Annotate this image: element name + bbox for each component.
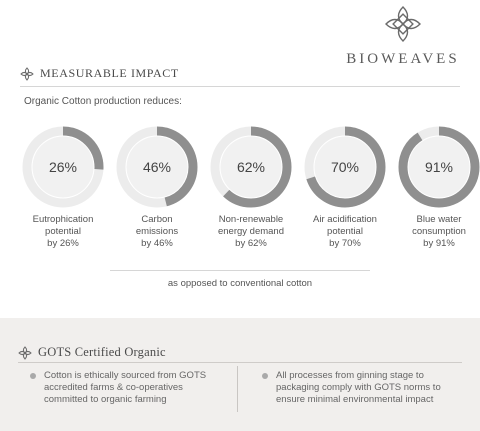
gots-divider (237, 366, 238, 412)
progress-ring (20, 124, 106, 210)
impact-subtitle: Organic Cotton production reduces: (24, 96, 182, 107)
progress-ring (396, 124, 480, 210)
gots-title-rule (18, 362, 462, 363)
metric-caption: Eutrophication potential by 26% (32, 214, 94, 249)
gots-point-text: Cotton is ethically sourced from GOTS accredited farms & co-operatives committed to organic farming (44, 370, 207, 405)
ring-value-label: 70% (330, 159, 360, 175)
impact-title-rule (20, 86, 460, 87)
progress-ring (302, 124, 388, 210)
impact-footnote: as opposed to conventional cotton (167, 278, 313, 289)
gots-point (30, 370, 230, 406)
ring-value-label: 46% (142, 159, 172, 175)
footnote-rule (110, 270, 370, 271)
gots-point-text: All processes from ginning stage to packaging comply with GOTS norms to ensure minimal environmental impact (276, 370, 441, 405)
lotus-knot-small-icon (18, 346, 32, 360)
brand-header (338, 4, 468, 70)
gots-panel (0, 318, 480, 431)
progress-ring (208, 124, 294, 210)
ring-value-label: 26% (48, 159, 78, 175)
metric-caption: Air acidification potential by 70% (313, 214, 377, 249)
metric-caption: Non-renewable energy demand by 62% (217, 214, 285, 249)
metric-eutrophication (20, 124, 106, 250)
lotus-knot-small-icon (20, 67, 34, 81)
metric-energy (208, 124, 294, 250)
gots-point (262, 370, 462, 406)
ring-value-label: 62% (236, 159, 266, 175)
lotus-knot-icon (383, 4, 423, 44)
brand-name: BIOWEAVES (346, 51, 460, 67)
ring-value-label: 91% (424, 159, 454, 175)
metric-caption: Carbon emissions by 46% (135, 214, 179, 249)
progress-ring (114, 124, 200, 210)
impact-section-title (20, 66, 179, 81)
bullet-icon (262, 373, 268, 379)
metric-carbon (114, 124, 200, 250)
metric-blue-water (396, 124, 480, 250)
impact-title: MEASURABLE IMPACT (40, 66, 179, 80)
gots-section-title (18, 345, 166, 360)
bullet-icon (30, 373, 36, 379)
gots-title: GOTS Certified Organic (38, 345, 166, 359)
metric-air-acidification (302, 124, 388, 250)
metric-caption: Blue water consumption by 91% (412, 214, 466, 249)
